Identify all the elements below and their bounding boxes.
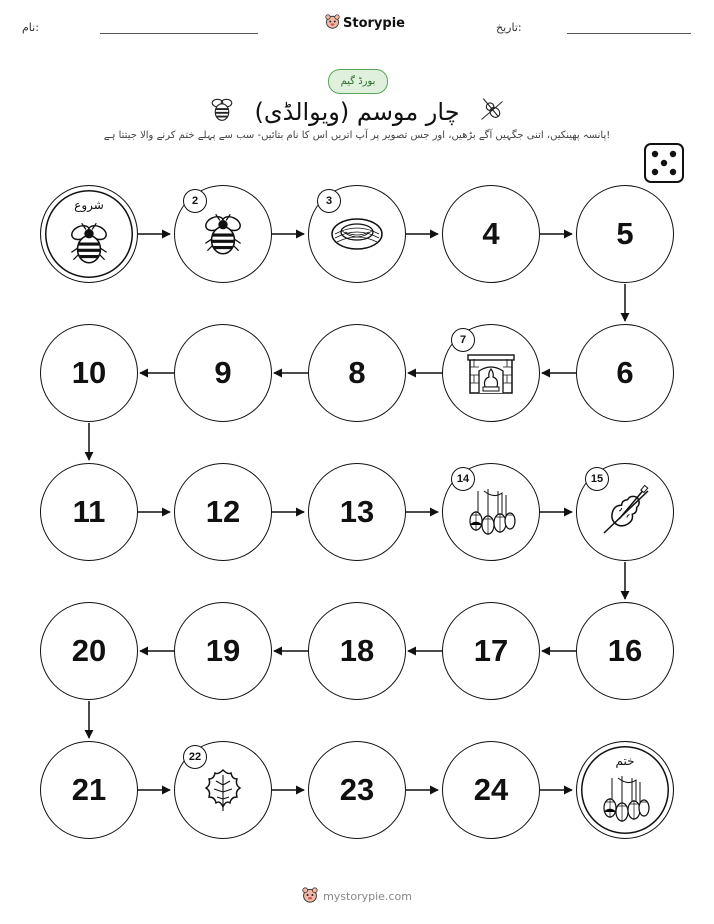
board-space-3 bbox=[308, 185, 406, 283]
space-number: 10 bbox=[71, 355, 107, 390]
board-space-5 bbox=[576, 185, 674, 283]
fireplace-icon bbox=[467, 349, 515, 397]
board-space-19 bbox=[174, 602, 272, 700]
name-label: نام: bbox=[22, 21, 39, 34]
storypie-mascot-icon bbox=[302, 887, 318, 906]
bee-icon bbox=[63, 217, 115, 269]
space-number: 23 bbox=[339, 772, 375, 807]
board-space-16 bbox=[576, 602, 674, 700]
space-number-badge: 15 bbox=[585, 467, 609, 491]
brand-name: Storypie bbox=[343, 16, 405, 31]
space-number: 8 bbox=[348, 355, 366, 390]
space-number: 19 bbox=[205, 633, 241, 668]
space-number: 16 bbox=[607, 633, 643, 668]
space-number: 6 bbox=[616, 355, 634, 390]
board-game-badge: بورڈ گیم bbox=[328, 69, 388, 94]
space-number-badge: 7 bbox=[451, 328, 475, 352]
board-space-6 bbox=[576, 324, 674, 422]
space-number: 13 bbox=[339, 494, 375, 529]
space-number: 18 bbox=[339, 633, 375, 668]
space-number-badge: 14 bbox=[451, 467, 475, 491]
start-space bbox=[40, 185, 138, 283]
space-number: 5 bbox=[616, 216, 634, 251]
orchestra-icon bbox=[464, 485, 518, 539]
space-number: 24 bbox=[473, 772, 509, 807]
nest-icon bbox=[329, 214, 385, 254]
board-space-12 bbox=[174, 463, 272, 561]
board-space-18 bbox=[308, 602, 406, 700]
bee-icon bbox=[197, 208, 249, 260]
leaf-icon bbox=[200, 767, 246, 813]
space-number: 17 bbox=[473, 633, 509, 668]
board-space-4 bbox=[442, 185, 540, 283]
board-space-17 bbox=[442, 602, 540, 700]
board-space-9 bbox=[174, 324, 272, 422]
board-space-2 bbox=[174, 185, 272, 283]
space-number: 21 bbox=[71, 772, 107, 807]
board-space-23 bbox=[308, 741, 406, 839]
board-space-24 bbox=[442, 741, 540, 839]
board-space-10 bbox=[40, 324, 138, 422]
board-space-22 bbox=[174, 741, 272, 839]
orchestra-icon bbox=[598, 772, 652, 826]
date-label: تاریخ: bbox=[496, 21, 522, 34]
space-number: 11 bbox=[72, 494, 106, 529]
space-number-badge: 3 bbox=[317, 189, 341, 213]
title-text: چار موسم (ویوالڈی) bbox=[254, 98, 460, 126]
footer-url: mystorypie.com bbox=[323, 890, 412, 903]
instructions: پانسہ پھینکیں، اتنی جگہیں آگے بڑھیں، اور جس تصویر پر آپ اتریں اس کا نام بتائیں- سب سے پہلے ختم کرنے والا جیتتا ہے! bbox=[103, 130, 611, 141]
space-number-badge: 2 bbox=[183, 189, 207, 213]
space-number: 20 bbox=[71, 633, 107, 668]
footer bbox=[0, 887, 714, 906]
board-space-11 bbox=[40, 463, 138, 561]
board-space-8 bbox=[308, 324, 406, 422]
space-number: 9 bbox=[214, 355, 232, 390]
space-number: 12 bbox=[205, 494, 241, 529]
board-space-7 bbox=[442, 324, 540, 422]
space-number-badge: 22 bbox=[183, 745, 207, 769]
finish-label: ختم bbox=[615, 754, 635, 768]
board-space-14 bbox=[442, 463, 540, 561]
board-space-21 bbox=[40, 741, 138, 839]
start-label: شروع bbox=[74, 198, 104, 212]
board-space-15 bbox=[576, 463, 674, 561]
violin-icon bbox=[596, 483, 654, 541]
space-number: 4 bbox=[482, 216, 500, 251]
board-space-20 bbox=[40, 602, 138, 700]
finish-space bbox=[576, 741, 674, 839]
board-space-13 bbox=[308, 463, 406, 561]
